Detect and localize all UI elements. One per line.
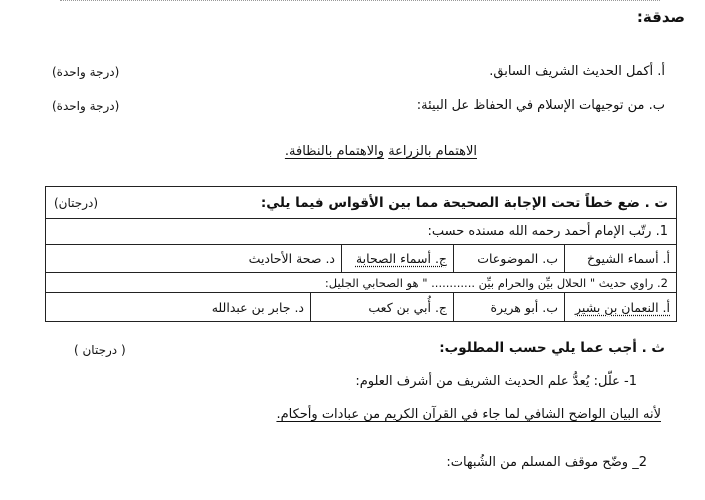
q2-text: 2. راوي حديث " الحلال بيِّن والحرام بيِّن ............ " هو الصحابي الجليل: bbox=[324, 275, 668, 290]
q1-text: 1. رتّب الإمام أحمد رحمه الله مسنده حسب: bbox=[427, 224, 668, 239]
item-b-text: ب. من توجيهات الإسلام في الحفاظ عل البيئة: bbox=[416, 98, 665, 113]
table-title-row bbox=[46, 187, 676, 219]
table-title-cell bbox=[46, 187, 676, 218]
q2-cell bbox=[46, 273, 676, 292]
item-a-text: أ. أكمل الحديث الشريف السابق. bbox=[489, 64, 665, 79]
question-table bbox=[45, 186, 677, 322]
item-a-mark: (درجة واحدة) bbox=[52, 65, 120, 79]
q1-row bbox=[46, 219, 676, 245]
answer-b bbox=[285, 144, 477, 159]
q1-cell bbox=[46, 219, 676, 244]
section-t-mark: (درجتان) bbox=[54, 195, 99, 210]
section-th-q1: 1- علّل: يُعدُّ علم الحديث الشريف من أشرف العلوم: bbox=[355, 374, 637, 389]
section-t-title: ت . ضع خطاً تحت الإجابة الصحيحة مما بين الأقواس فيما يلي: bbox=[260, 194, 668, 211]
section-th-mark: ( درجتان ) bbox=[74, 343, 126, 357]
q2-option-b: ب. أبو هريرة bbox=[453, 293, 564, 321]
q1-option-b: ب. الموضوعات bbox=[453, 245, 564, 272]
answer-b-part2: والاهتمام بالنظافة. bbox=[284, 144, 385, 159]
answer-b-part1: الاهتمام بالزراعة bbox=[388, 144, 477, 159]
q1-option-a: أ. أسماء الشيوخ bbox=[564, 245, 676, 272]
q2-option-d: د. جابر بن عبدالله bbox=[211, 299, 304, 315]
q1-option-c: ج. أسماء الصحابة bbox=[341, 245, 453, 272]
q2-option-c: ج. أُبي بن كعب bbox=[310, 293, 453, 321]
q1-option-d: د. صحة الأحاديث bbox=[248, 251, 335, 266]
q2-options-row bbox=[46, 293, 676, 321]
q2-option-a: أ. النعمان بن بشير bbox=[564, 293, 676, 321]
q1-options-row bbox=[46, 245, 676, 273]
item-b-mark: (درجة واحدة) bbox=[52, 99, 120, 113]
section-header: صدقة: bbox=[636, 8, 685, 26]
top-dotted-line bbox=[60, 0, 660, 1]
q2-row bbox=[46, 273, 676, 293]
section-th-q2: 2_ وضّح موقف المسلم من الشُبهات: bbox=[446, 455, 647, 470]
section-th-title: ث . أجب عما يلي حسب المطلوب: bbox=[439, 340, 665, 356]
section-th-q1-answer: لأنه البيان الواضح الشافي لما جاء في القرآن الكريم من عبادات وأحكام. bbox=[276, 407, 661, 422]
